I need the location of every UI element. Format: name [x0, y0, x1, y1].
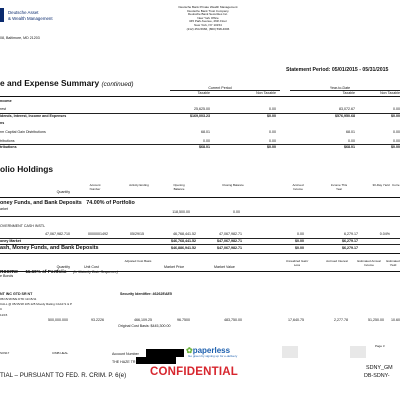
summary-cell: 68.01: [201, 130, 210, 134]
fi-col-quantity: Quantity: [56, 265, 70, 269]
govt-cell: 47,067,982.71: [219, 232, 242, 236]
govt-cell: 46,768,441.52: [173, 232, 196, 236]
money-funds-pct: 74.00% of Portfolio: [86, 200, 135, 206]
fi-col-unit-cost: Unit Cost: [84, 265, 99, 269]
govt-cell: 0.00: [297, 232, 304, 236]
address-line: Deutsche Bank Private Wealth Management: [178, 5, 238, 9]
statement-period: Statement Period: 05/01/2015 - 05/31/2015: [286, 67, 389, 73]
fixed-income-pct-suffix: (In Maturity Date Sequence): [73, 270, 118, 274]
summary-cell: 25,625.00: [194, 107, 210, 111]
holdings-col-quantity: Quantity: [56, 190, 70, 194]
fi-detail: C: [0, 307, 3, 311]
fi-orig-cost: Original Cost Basis: $445,300.00: [118, 324, 171, 328]
market-value: 118,500.00: [172, 210, 190, 214]
fi-col-yield: Estimated Yield: [386, 260, 400, 267]
summary-cell: $0.00: [267, 145, 276, 149]
summary-cell: 0.00: [269, 107, 276, 111]
summary-cell: 0.00: [269, 130, 276, 134]
money-funds-total-cell: $0.00: [295, 246, 304, 250]
holdings-col-account: Account Number: [89, 183, 101, 191]
fi-cell: 2,277.78: [334, 318, 348, 322]
fi-col-market-value: Market Value: [214, 265, 235, 269]
govt-cell: 47,067,982.710: [45, 232, 70, 236]
bates-line1: SDNY_GM: [366, 365, 393, 371]
fi-cell: 10.60: [391, 318, 400, 322]
fi-col-annual-income: Estimated Annual Income: [357, 259, 381, 267]
fi-security-id: Security Identifier: 46262EAE5: [120, 292, 172, 296]
money-market-cell: $0.00: [295, 239, 304, 243]
money-market-cell: $6,279.17: [342, 239, 358, 243]
fi-col-market-price: Market Price: [164, 265, 185, 269]
leaf-icon: ✿: [186, 346, 193, 355]
fi-cell: 466,109.25: [134, 318, 152, 322]
govt-cell: 05/29/15: [130, 232, 144, 236]
badge-icon: [350, 346, 366, 358]
redaction-box: [146, 349, 184, 357]
fi-cell: 51,250.00: [368, 318, 384, 322]
brand-line1: Deutsche Asset: [8, 10, 39, 15]
address-line: Deutsche Bank Securities Inc.: [187, 12, 229, 17]
redaction-box: [136, 357, 176, 364]
fi-cell: 93.2226: [91, 318, 104, 322]
bates-line2: DB-SDNY-: [364, 373, 390, 379]
summary-cell: $0.00: [391, 145, 400, 149]
brand-line2: & Wealth Management: [8, 16, 53, 21]
holdings-col-accrued: Accrued Income: [292, 183, 304, 191]
address-line: Deutsche Bank Trust Company: [187, 8, 229, 13]
summary-cell: $0.00: [391, 114, 400, 118]
fixed-income-title: ncome: [0, 269, 19, 275]
summary-cell: 83,072.67: [339, 107, 355, 111]
market-value2: 0.00: [233, 210, 240, 214]
money-market-cell: $46,768,441.52: [171, 239, 196, 243]
summary-cell: $0.00: [267, 114, 276, 118]
income-summary-title-suffix: (continued): [101, 81, 134, 88]
address-line: 345 Park Avenue, 26th Floor: [189, 19, 227, 24]
summary-row-label: tributions: [0, 139, 15, 143]
footer-haze: THE HAZE TR: [112, 360, 136, 364]
summary-cell: 0.00: [393, 139, 400, 143]
fi-cell: 96.7500: [177, 318, 190, 322]
govt-cell: 0000001492: [88, 232, 108, 236]
summary-row-label: tributions: [0, 145, 17, 149]
col-taxable: Taxable: [197, 91, 210, 95]
summary-cell: 0.00: [393, 130, 400, 134]
address-line: New York, NY 10154: [194, 22, 222, 27]
money-market-cell: $47,067,982.71: [217, 239, 242, 243]
summary-cell: 0.00: [348, 139, 355, 143]
income-summary-title: [0, 78, 133, 88]
summary-row-label: rm Capital Gain Distributions: [0, 130, 46, 134]
holdings-col-yield: 30-Day Yield: [372, 183, 390, 187]
income-summary-title-text: e and Expense Summary: [0, 78, 100, 88]
fi-detail: CALL @ 05/15/18 105.125 Moody Rating CAA3 S & P: [0, 302, 72, 306]
money-funds-title: oney Funds, and Bank Deposits: [0, 200, 82, 206]
fi-cell: 500,000.000: [48, 318, 68, 322]
money-funds-total-cell: $47,067,982.71: [217, 246, 242, 250]
holdings-col-current: Curre: [392, 183, 400, 187]
summary-cell: $576,950.68: [335, 114, 355, 118]
money-market-label: oney Market: [0, 239, 21, 243]
fi-sub-label: e Bonds: [0, 274, 14, 278]
summary-row-label: ns: [0, 121, 5, 125]
footer-page: Page 3: [375, 344, 385, 348]
summary-cell: 68.01: [346, 130, 355, 134]
income-label: ncome: [0, 99, 12, 103]
mailing-address: 08, Baltimore, MD 21203: [0, 36, 40, 40]
holdings-col-income-ytd: Income This Year: [330, 183, 348, 191]
market-label: arket: [0, 207, 8, 211]
money-funds-total-cell: $6,279.17: [342, 246, 358, 250]
summary-cell: 0.00: [269, 139, 276, 143]
col-nontaxable-ytd: Non Taxable: [380, 91, 400, 95]
summary-cell: $169,003.23: [190, 114, 210, 118]
confidential-stamp: CONFIDENTIAL: [150, 366, 239, 378]
holdings-title: olio Holdings: [0, 164, 54, 174]
money-funds-total-cell: $46,886,941.52: [171, 246, 196, 250]
govt-cell: 6,279.17: [344, 232, 358, 236]
address-line: (212) 454-5966, (800) 598-4606: [186, 26, 230, 31]
summary-cell: $68.01: [344, 145, 355, 149]
footer-account-number: Account Number: [112, 352, 139, 356]
fi-col-unrealized: Unrealized Gain/ Loss: [285, 259, 309, 267]
money-funds-total-label: ash, Money Funds, and Bank Deposits: [0, 245, 99, 251]
money-funds-heading: [0, 200, 135, 206]
fi-date: 11/15: [0, 313, 8, 317]
fixed-income-pct: 11.60% of Portfolio: [25, 269, 67, 274]
footer-mid: CIMB HEAL: [52, 351, 69, 355]
summary-cell: $68.01: [199, 145, 210, 149]
col-nontaxable: Non Taxable: [256, 91, 276, 95]
bank-address-block: [168, 6, 248, 31]
holdings-col-closing: Closing Balance: [222, 183, 244, 187]
govt-cell: 0.04%: [379, 232, 390, 236]
paperless-tagline: Go green by signing up for e-delivery: [188, 354, 238, 358]
footer-code: SO917: [0, 351, 10, 355]
fi-cell: 17,640.75: [288, 318, 304, 322]
brand-logo-bar: [0, 8, 4, 22]
confidential-legend: TIAL – PURSUANT TO FED. R. CRIM. P. 6(e): [0, 372, 127, 379]
summary-cell: 0.00: [393, 107, 400, 111]
current-period-header: Current Period: [208, 86, 232, 90]
govt-cash-label: OVERNMENT CASH INSTL: [0, 224, 46, 228]
fi-col-adjusted-cost: Adjusted Cost Basis: [124, 259, 152, 263]
badge-icon: [282, 346, 298, 358]
summary-cell: 0.00: [203, 139, 210, 143]
col-taxable-ytd: Taxable: [342, 91, 355, 95]
holdings-col-activity: Activity Ending: [129, 183, 149, 187]
fi-detail: 05/15/18 B/E DTD 11/15/11: [0, 297, 37, 301]
holdings-col-opening: Opening Balance: [173, 183, 185, 191]
ytd-header: Year-to-Date: [329, 86, 351, 90]
fi-security-name: NT INC GTD SR NT: [0, 292, 33, 296]
paperless-brand: paperless: [192, 346, 231, 355]
address-line: New York Office: [197, 15, 219, 20]
fi-cell: 483,750.00: [224, 318, 242, 322]
summary-row-label: rest: [0, 107, 6, 111]
summary-row-label: idends, Interest, Income and Expenses: [0, 114, 67, 118]
fi-col-accrued: Accrued Interest: [326, 259, 348, 263]
